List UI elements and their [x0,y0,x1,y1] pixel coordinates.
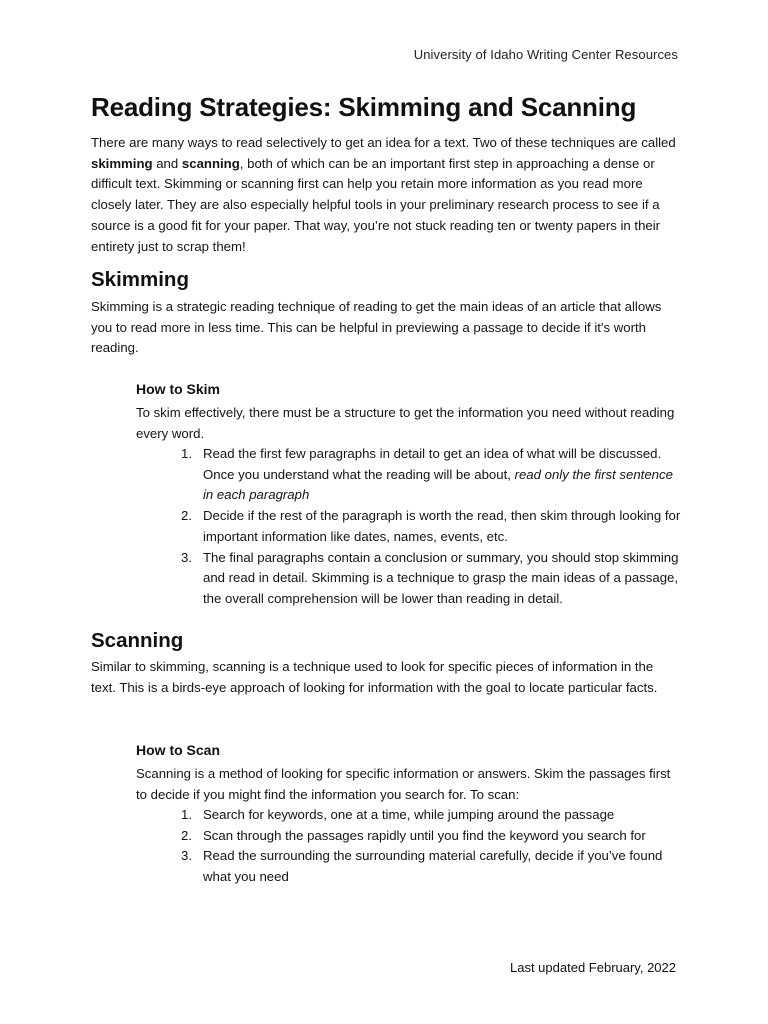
step-text: The final paragraphs contain a conclusion or summary, you should stop skimming and read in detail. Skimming is a technique to grasp the main ideas of a passage, the overall comprehension will be lower than reading in detail. [203,549,679,606]
scan-steps-list [136,805,681,888]
skim-steps-list [136,444,681,610]
step-text: Read the first few paragraphs in detail to get an idea of what will be discussed. Once you understand what the reading will be about, [203,446,662,482]
scanning-paragraph: Similar to skimming, scanning is a technique used to look for specific pieces of information in the text. This is a birds-eye approach of looking for information with the goal to locate particular facts. [91,659,658,695]
step-number: 1. [181,807,192,822]
step-number: 2. [181,827,192,843]
how-to-scan-paragraph: Scanning is a method of looking for specific information or answers. Skim the passages first to decide if you might find the information you search for. To scan: [136,766,671,802]
page-title: Reading Strategies: Skimming and Scanning [91,92,637,122]
step-text: Decide if the rest of the paragraph is worth the read, then skim through looking for important information like dates, names, events, etc. [203,508,681,544]
scanning-heading: Scanning [91,629,184,652]
intro-term-skimming: skimming [91,155,153,171]
skimming-paragraph: Skimming is a strategic reading technique of reading to get the main ideas of an article that allows you to read more in less time. This can be helpful in previewing a passage to decide if it's worth reading. [91,299,662,356]
step-number: 3. [181,848,192,864]
how-to-skim-paragraph: To skim effectively, there must be a structure to get the information you need without reading every word. [136,405,675,441]
skimming-heading: Skimming [91,268,189,291]
intro-paragraph [91,133,681,257]
step-number: 1. [181,446,192,461]
step-text: Scan through the passages rapidly until you find the keyword you search for [203,827,646,843]
skim-step [136,506,681,547]
step-text: Search for keywords, one at a time, while jumping around the passage [203,807,615,822]
intro-text-1: There are many ways to read selectively to get an idea for a text. Two of these techniques are called [91,135,676,150]
intro-text-3: , both of which can be an important first step in approaching a dense or difficult text. Skimming or scanning first can help you retain more information as you read more closely later. They are also especially helpful tools in your preliminary research process to see if a source is a good fit for your paper. That way, you’re not stuck reading ten or twenty papers in their entirety just to scrap them! [91,155,661,254]
scan-step [136,846,681,887]
page-footer: Last updated February, 2022 [510,960,676,975]
step-number: 2. [181,508,192,524]
scan-step [136,826,681,847]
intro-text-2: and [152,155,182,171]
scan-step [136,805,681,826]
step-number: 3. [181,549,192,565]
intro-term-scanning: scanning [181,155,240,171]
page-header: University of Idaho Writing Center Resources [413,47,678,62]
step-text: Read the surrounding the surrounding material carefully, decide if you’ve found what you need [203,848,663,885]
how-to-scan-heading: How to Scan [136,742,221,758]
step-emphasis: read only the first sentence in each paragraph [203,466,673,503]
skim-step [136,444,681,506]
how-to-skim-heading: How to Skim [136,381,221,397]
skim-step [136,548,681,610]
